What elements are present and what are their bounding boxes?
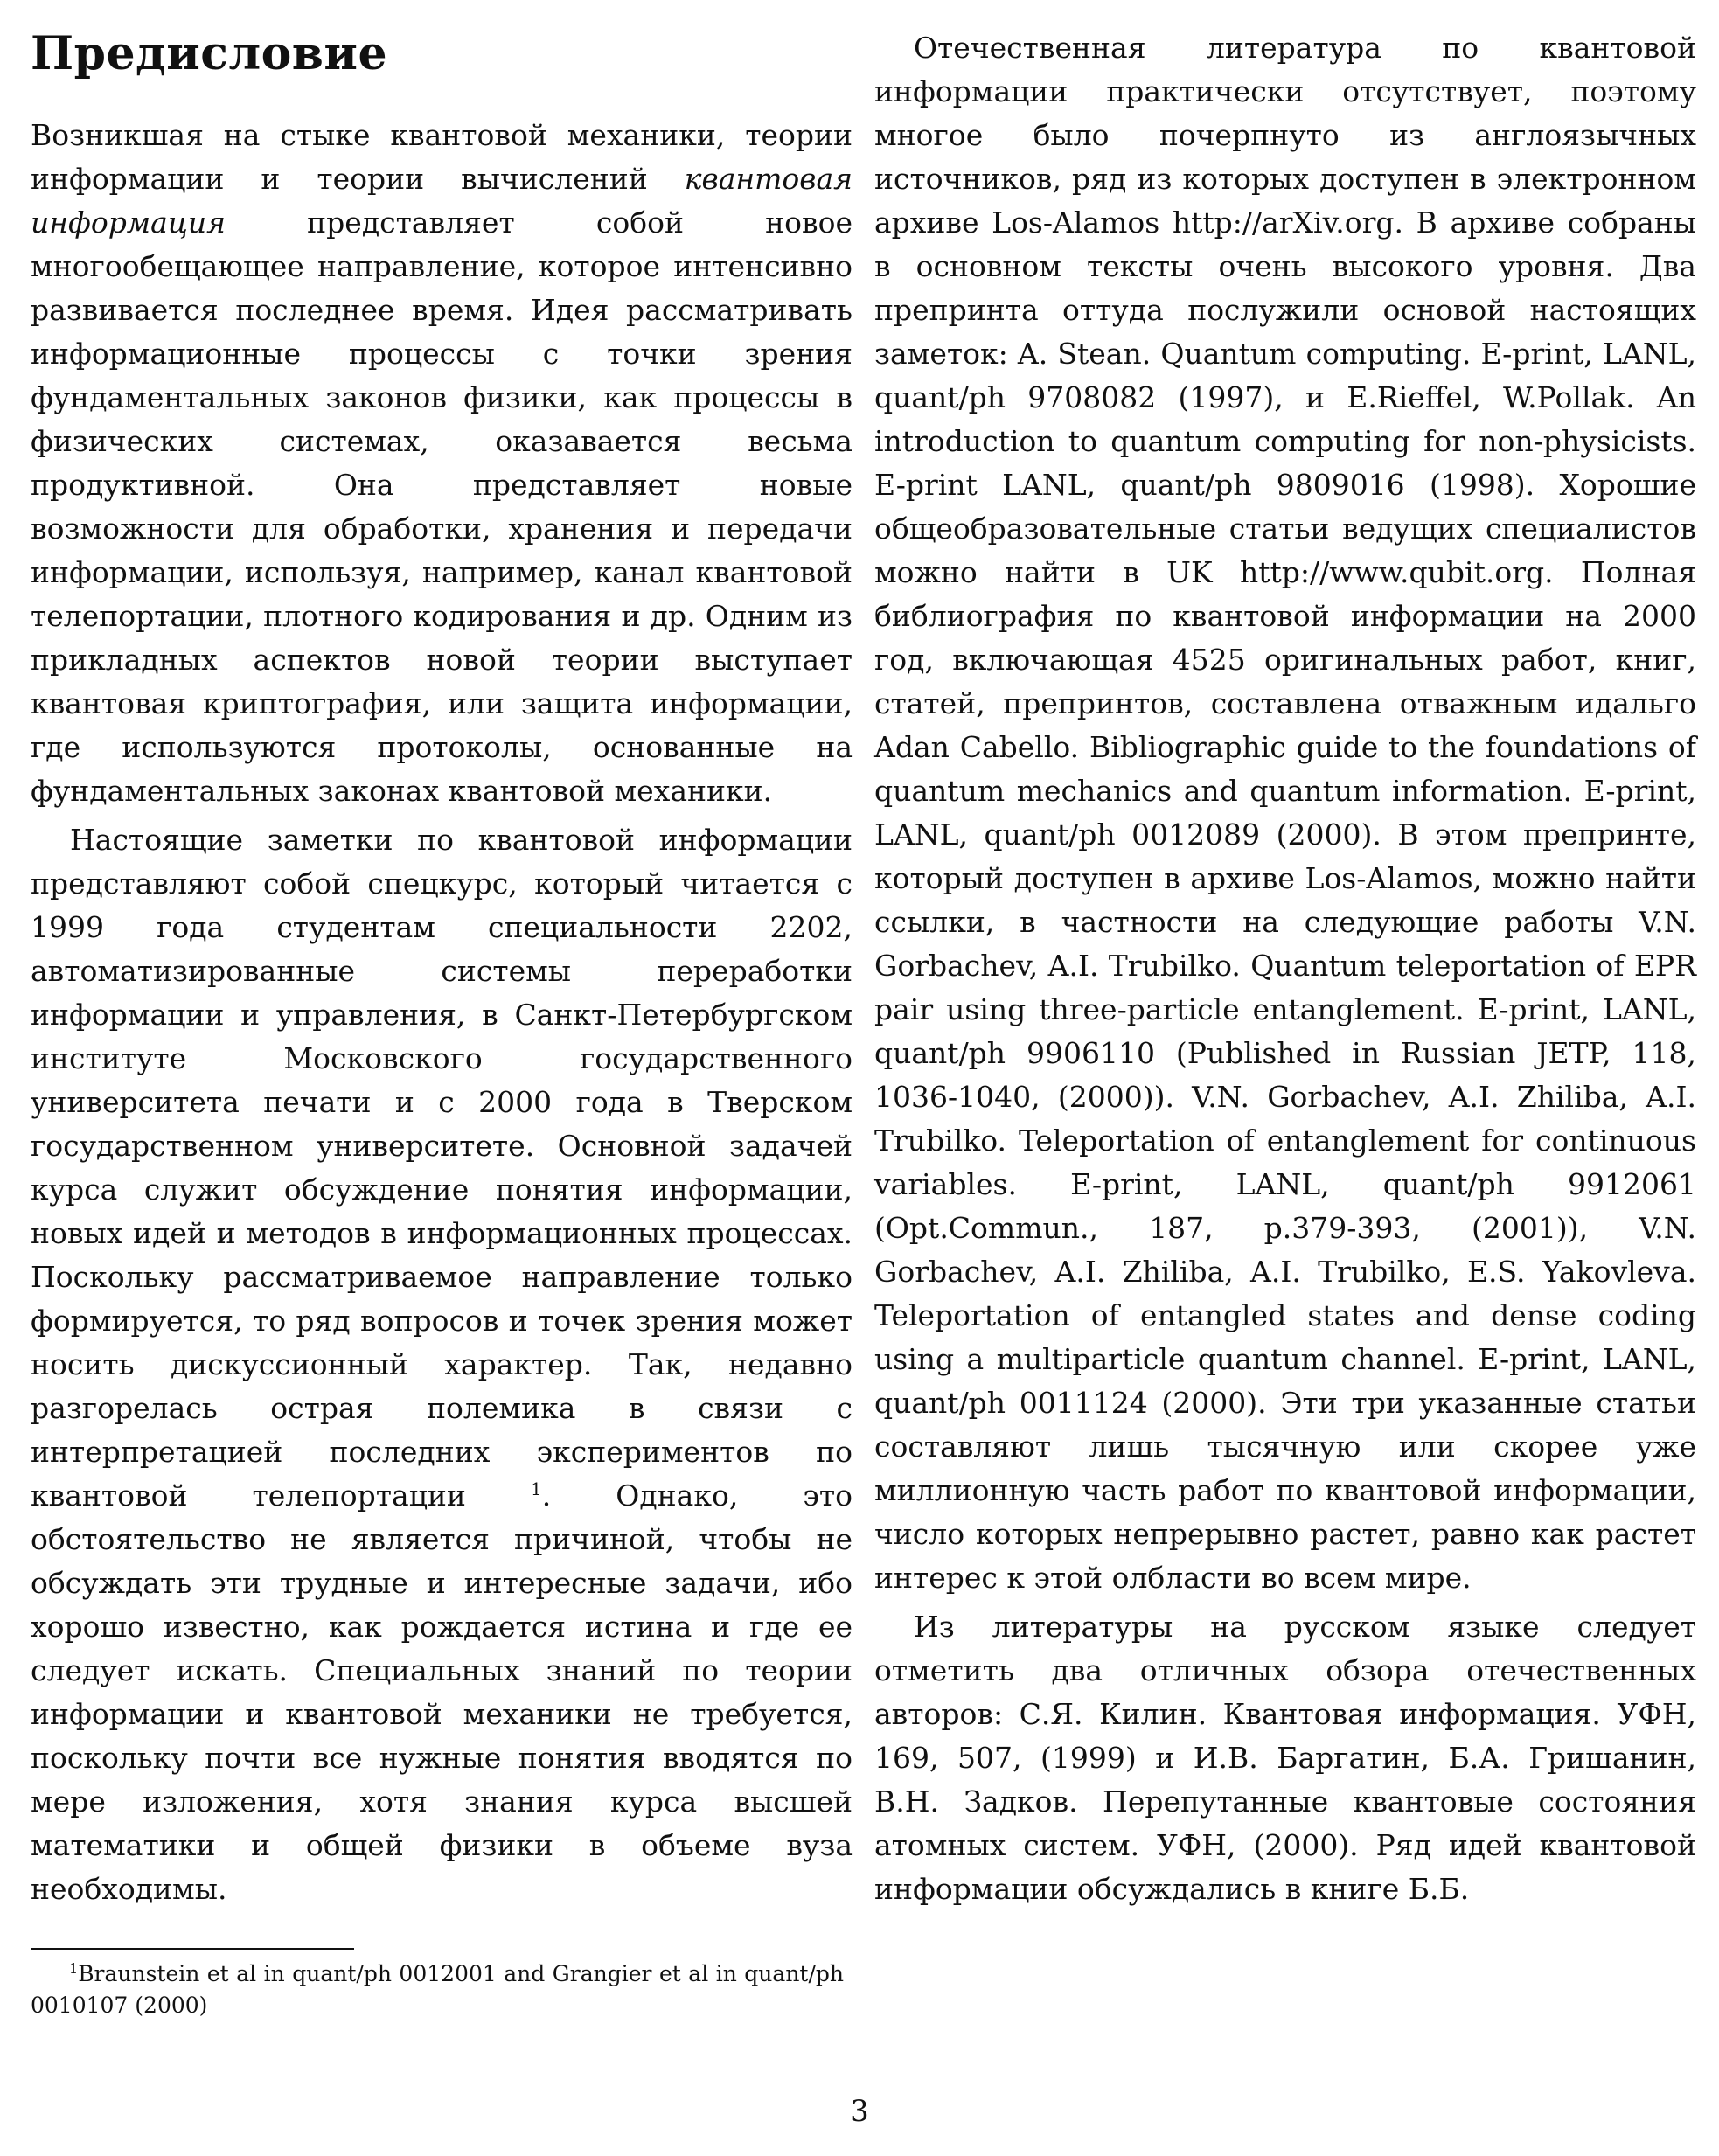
paragraph-intro-rest: представляет собой новое многообещающее направление, которое интенсивно развивается последнее время. Идея рассматривать информационные процессы с точки зрения фундаментальных законов физики, как процессы в физических системах, оказавается весьма продуктивной. Она представляет новые возможности для обработки, хранения и передачи информации, используя, например, канал квантовой телепортации, плотного кодирования и др. Одним из прикладных аспектов новой теории выступает квантовая криптография, или защита информации, где используются протоколы, основанные на фундаментальных законах квантовой механики. bbox=[31, 205, 853, 808]
footnote-divider bbox=[31, 1948, 354, 1950]
right-column bbox=[874, 26, 1696, 1916]
footnote-text: Braunstein et al in quant/ph 0012001 and Grangier et al in quant/ph 0010107 (2000) bbox=[31, 1961, 844, 2018]
footnote-reference[interactable]: 1 bbox=[531, 1478, 542, 1499]
footnote-mark: 1 bbox=[69, 1959, 79, 1977]
page-number: 3 bbox=[850, 2094, 869, 2129]
paragraph-russian-literature: Из литературы на русском языке следует отметить два отличных обзора отечественных авторов: С.Я. Килин. Квантовая информация. УФН, 169, 507, (1999) и И.В. Баргатин, Б.А. Гришанин, В.Н. Задков. Перепутанные квантовые состояния атомных систем. УФН, (2000). Ряд идей квантовой информации обсуждались в книге Б.Б. bbox=[874, 1610, 1696, 1906]
paragraph-course bbox=[31, 818, 853, 1911]
footnote bbox=[31, 1958, 844, 2021]
page-title: Предисловие bbox=[31, 27, 388, 80]
paragraph-course-rest: . Однако, это обстоятельство не является причиной, чтобы не обсуждать эти трудные и интересные задачи, ибо хорошо известно, как рождается истина и где ее следует искать. Специальных знаний по теории информации и квантовой механики не требуется, поскольку почти все нужные понятия вводятся по мере изложения, хотя знания курса высшей математики и общей физики в объеме вуза необходимы. bbox=[31, 1478, 853, 1906]
left-column bbox=[31, 26, 853, 1916]
emphasized-term: квантовая информация bbox=[31, 162, 853, 240]
paragraph-course-start: Настоящие заметки по квантовой информации представляют собой спецкурс, который читается с 1999 года студентам специальности 2202, автоматизированные системы переработки информации и управления, в Санкт-Петербургском институте Московского государственного университета печати и с 2000 года в Тверском государственном университете. Основной задачей курса служит обсуждение понятия информации, новых идей и методов в информационных процессах. Поскольку рассматриваемое направление только формируется, то ряд вопросов и точек зрения может носить дискуссионный характер. Так, недавно разгорелась острая полемика в связи с интерпретацией последних экспериментов по квантовой телепортации bbox=[31, 823, 853, 1513]
paragraph-intro bbox=[31, 114, 853, 813]
paragraph-intro-start: Возникшая на стыке квантовой механики, теории информации и теории вычислений bbox=[31, 118, 853, 196]
paragraph-literature: Отечественная литература по квантовой информации практически отсутствует, поэтому многое было почерпнуто из англоязычных источников, ряд из которых доступен в электронном архиве Los-Alamos http://arXiv.org. В архиве собраны в основном тексты очень высокого уровня. Два препринта оттуда послужили основой настоящих заметок: A. Stean. Quantum computing. E-print, LANL, quant/ph 9708082 (1997), и E.Rieffel, W.Pollak. An introduction to quantum computing for non-physicists. E-print LANL, quant/ph 9809016 (1998). Хорошие общеобразовательные статьи ведущих специалистов можно найти в UK http://www.qubit.org. Полная библиография по квантовой информации на 2000 год, включающая 4525 оригинальных работ, книг, статей, препринтов, составлена отважным идальго Adan Cabello. Bibliographic guide to the foundations of quantum mechanics and quantum information. E-print, LANL, quant/ph 0012089 (2000). В этом препринте, который доступен в архиве Los-Alamos, можно найти ссылки, в частности на следующие работы V.N. Gorbachev, A.I. Trubilko. Quantum teleportation of EPR pair using three-particle entanglement. E-print, LANL, quant/ph 9906110 (Published in Russian JETP, 118, 1036-1040, (2000)). V.N. Gorbachev, A.I. Zhiliba, A.I. Trubilko. Teleportation of entanglement for continuous variables. E-print, LANL, quant/ph 9912061 (Opt.Commun., 187, p.379-393, (2001)), V.N. Gorbachev, A.I. Zhiliba, A.I. Trubilko, E.S. Yakovleva. Teleportation of entangled states and dense coding using a multiparticle quantum channel. E-print, LANL, quant/ph 0011124 (2000). Эти три указанные статьи составляют лишь тысячную или скорее уже миллионную часть работ по квантовой информации, число которых непрерывно растет, равно как растет интерес к этой олбласти во всем мире. bbox=[874, 31, 1696, 1595]
